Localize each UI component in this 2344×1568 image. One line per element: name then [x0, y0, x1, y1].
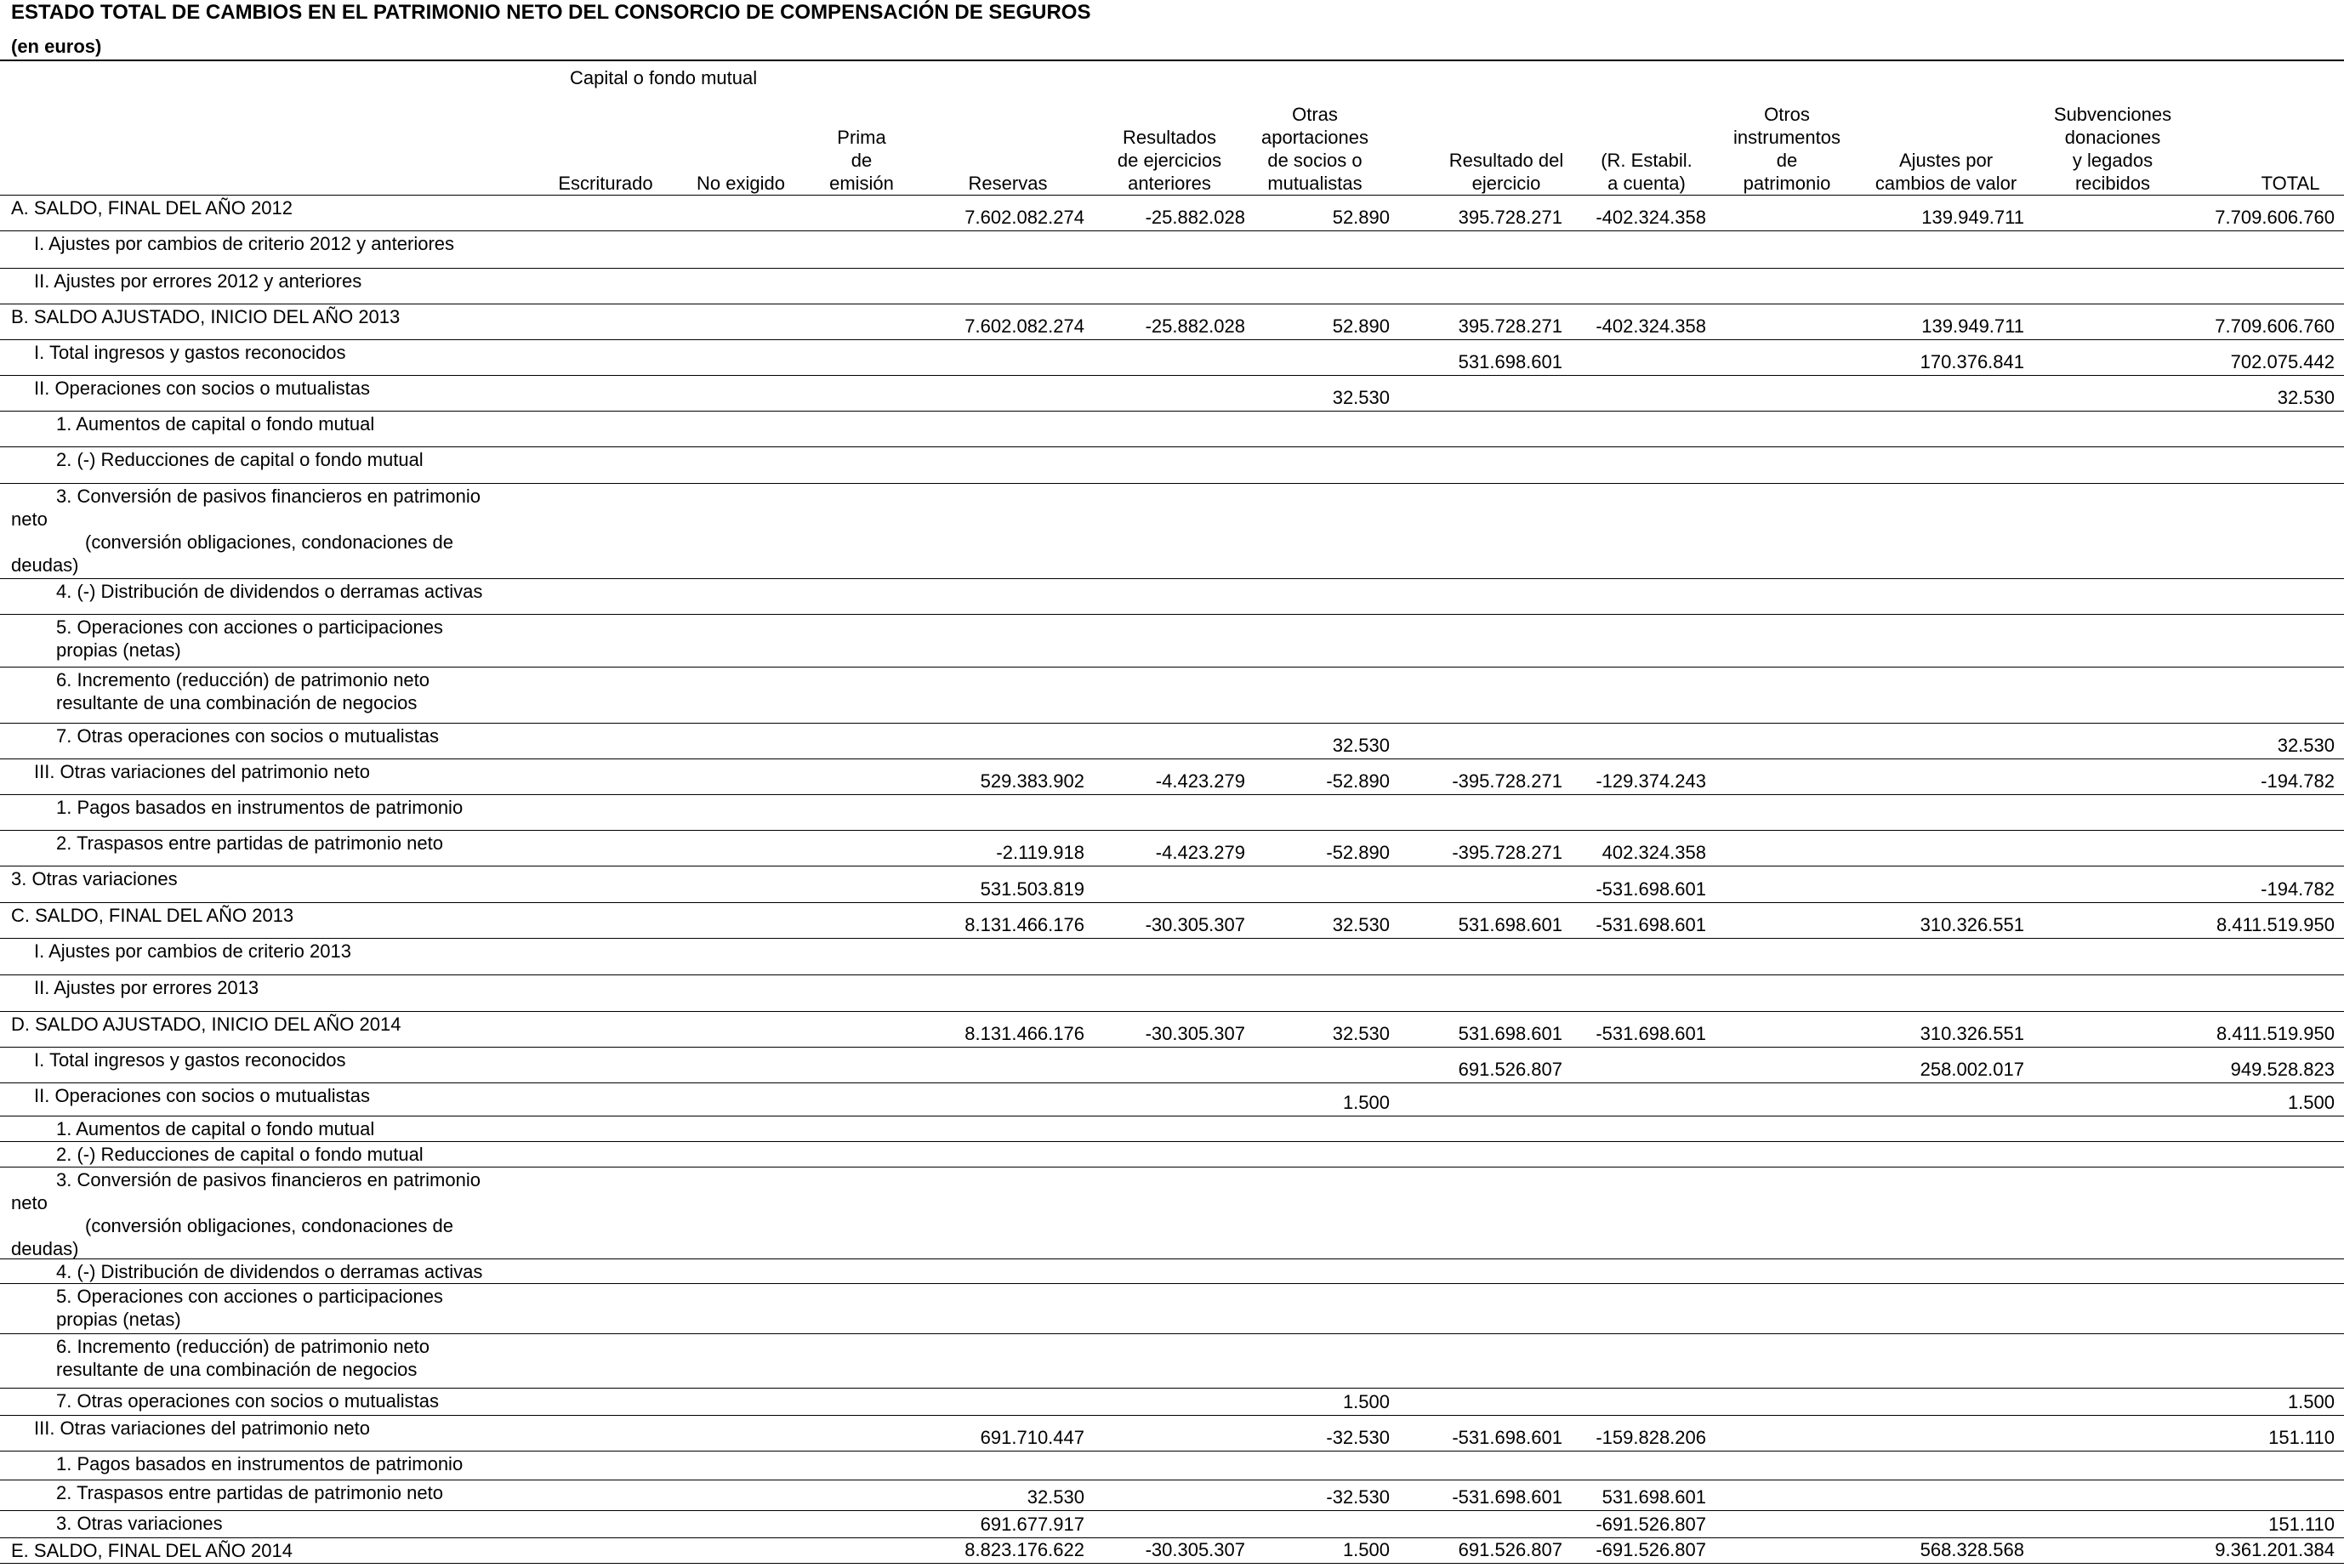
row-divider: [0, 195, 2344, 196]
row-label-continuation: deudas): [11, 1238, 79, 1259]
cell-reservas: 8.131.466.176: [964, 914, 1084, 935]
row-label: 3. Conversión de pasivos financieros en patrimonio: [56, 1169, 481, 1190]
row-divider: [0, 974, 2344, 975]
row-divider: [0, 1451, 2344, 1452]
row-label: II. Operaciones con socios o mutualistas: [34, 1085, 370, 1106]
cell-res-ant: -25.882.028: [1145, 207, 1245, 228]
row-label-continuation: neto: [11, 508, 48, 530]
row-divider: [0, 268, 2344, 269]
cell-total: 949.528.823: [2230, 1059, 2335, 1080]
row-label: 6. Incremento (reducción) de patrimonio neto resultante de una combinación de negocios: [56, 669, 430, 713]
cell-otras-aport: -32.530: [1326, 1427, 1390, 1448]
cell-res-ej: -395.728.271: [1452, 770, 1562, 792]
cell-r-estabil: -129.374.243: [1596, 770, 1706, 792]
header-top-rule: [0, 60, 2344, 61]
column-header: Ajustes por cambios de valor: [1875, 150, 2017, 194]
cell-res-ant: -25.882.028: [1145, 315, 1245, 337]
cell-ajustes: 568.328.568: [1920, 1539, 2024, 1560]
column-header: No exigido: [697, 173, 785, 194]
cell-total: -194.782: [2261, 770, 2335, 792]
cell-r-estabil: -402.324.358: [1596, 315, 1706, 337]
column-header: Otras aportaciones de socios o mutualistas: [1261, 104, 1368, 194]
row-label: I. Ajustes por cambios de criterio 2013: [34, 940, 351, 962]
cell-res-ant: -4.423.279: [1155, 770, 1245, 792]
column-header: Otros instrumentos de patrimonio: [1733, 104, 1840, 194]
report-subtitle: (en euros): [11, 36, 102, 57]
row-divider: [0, 1415, 2344, 1416]
row-label: 2. (-) Reducciones de capital o fondo mutual: [56, 1144, 424, 1165]
row-divider: [0, 794, 2344, 795]
row-divider: [0, 1047, 2344, 1048]
row-label-continuation: neto: [11, 1192, 48, 1213]
row-label: I. Total ingresos y gastos reconocidos: [34, 1049, 346, 1071]
cell-reservas: 8.823.176.622: [964, 1539, 1084, 1560]
cell-r-estabil: -691.526.807: [1596, 1514, 1706, 1535]
cell-reservas: 32.530: [1027, 1486, 1084, 1508]
row-label: A. SALDO, FINAL DEL AÑO 2012: [11, 197, 293, 219]
cell-total: 8.411.519.950: [2216, 914, 2335, 935]
cell-total: 32.530: [2277, 387, 2335, 408]
row-divider: [0, 483, 2344, 484]
row-label: 3. Otras variaciones: [11, 868, 178, 889]
cell-total: 8.411.519.950: [2216, 1023, 2335, 1044]
row-divider: [0, 1258, 2344, 1259]
row-label: 2. (-) Reducciones de capital o fondo mutual: [56, 449, 424, 470]
row-label: III. Otras variaciones del patrimonio neto: [34, 1417, 370, 1439]
cell-total: 7.709.606.760: [2215, 207, 2335, 228]
cell-otras-aport: 32.530: [1332, 914, 1390, 935]
cell-res-ej: -531.698.601: [1452, 1427, 1562, 1448]
cell-otras-aport: -52.890: [1326, 842, 1390, 863]
cell-total: 151.110: [2268, 1514, 2335, 1535]
cell-res-ej: -531.698.601: [1452, 1486, 1562, 1508]
row-label: 5. Operaciones con acciones o participaciones propias (netas): [56, 1286, 443, 1330]
cell-reservas: 691.710.447: [980, 1427, 1084, 1448]
row-divider: [0, 578, 2344, 579]
cell-total: 1.500: [2287, 1092, 2335, 1113]
cell-otras-aport: 1.500: [1342, 1092, 1390, 1113]
row-label: B. SALDO AJUSTADO, INICIO DEL AÑO 2013: [11, 306, 401, 327]
cell-ajustes: 170.376.841: [1920, 351, 2024, 372]
table-bottom-rule: [0, 1563, 2344, 1564]
cell-reservas: 529.383.902: [980, 770, 1084, 792]
cell-otras-aport: 52.890: [1332, 207, 1390, 228]
column-header: Resultado del ejercicio: [1448, 150, 1564, 194]
cell-res-ej: 531.698.601: [1458, 351, 1562, 372]
row-divider: [0, 1283, 2344, 1284]
cell-total: -194.782: [2261, 878, 2335, 900]
column-header: TOTAL: [2261, 173, 2320, 194]
row-label: 1. Aumentos de capital o fondo mutual: [56, 1118, 375, 1139]
cell-r-estabil: -691.526.807: [1596, 1539, 1706, 1560]
row-divider: [0, 758, 2344, 759]
row-divider: [0, 1333, 2344, 1334]
row-label: 4. (-) Distribución de dividendos o derramas activas: [56, 581, 483, 602]
row-divider: [0, 411, 2344, 412]
cell-r-estabil: -531.698.601: [1596, 914, 1706, 935]
cell-r-estabil: -531.698.601: [1596, 1023, 1706, 1044]
cell-res-ej: 395.728.271: [1458, 315, 1562, 337]
cell-reservas: 691.677.917: [980, 1514, 1084, 1535]
row-label: 2. Traspasos entre partidas de patrimonio neto: [56, 1482, 443, 1503]
cell-total: 7.709.606.760: [2215, 315, 2335, 337]
cell-total: 1.500: [2287, 1391, 2335, 1412]
cell-res-ant: -30.305.307: [1145, 914, 1245, 935]
cell-otras-aport: 32.530: [1332, 387, 1390, 408]
cell-otras-aport: -32.530: [1326, 1486, 1390, 1508]
cell-res-ej: 531.698.601: [1458, 914, 1562, 935]
cell-r-estabil: 531.698.601: [1602, 1486, 1706, 1508]
cell-otras-aport: 52.890: [1332, 315, 1390, 337]
row-label: 5. Operaciones con acciones o participaciones propias (netas): [56, 616, 443, 661]
cell-ajustes: 139.949.711: [1921, 207, 2024, 228]
cell-res-ant: -4.423.279: [1155, 842, 1245, 863]
cell-reservas: 8.131.466.176: [964, 1023, 1084, 1044]
row-divider: [0, 339, 2344, 340]
row-divider: [0, 938, 2344, 939]
row-divider: [0, 375, 2344, 376]
row-label: II. Operaciones con socios o mutualistas: [34, 378, 370, 399]
cell-otras-aport: 1.500: [1342, 1539, 1390, 1560]
row-label: 3. Conversión de pasivos financieros en patrimonio: [56, 486, 481, 507]
column-header: Subvenciones donaciones y legados recibidos: [2053, 104, 2172, 194]
cell-res-ej: 691.526.807: [1458, 1539, 1562, 1560]
cell-otras-aport: 32.530: [1332, 735, 1390, 756]
cell-r-estabil: -531.698.601: [1596, 878, 1706, 900]
cell-reservas: 7.602.082.274: [964, 207, 1084, 228]
cell-res-ant: -30.305.307: [1145, 1023, 1245, 1044]
row-label-continuation: deudas): [11, 554, 79, 576]
row-divider: [0, 446, 2344, 447]
cell-total: 151.110: [2268, 1427, 2335, 1448]
row-divider: [0, 667, 2344, 668]
row-divider: [0, 830, 2344, 831]
row-label: 1. Pagos basados en instrumentos de patrimonio: [56, 797, 464, 818]
row-divider: [0, 230, 2344, 231]
row-divider: [0, 1011, 2344, 1012]
column-header: Prima de emisión: [829, 127, 894, 194]
row-label-continuation: (conversión obligaciones, condonaciones de: [85, 1215, 453, 1236]
cell-total: 9.361.201.384: [2215, 1539, 2335, 1560]
cell-ajustes: 310.326.551: [1920, 914, 2024, 935]
column-header: Resultados de ejercicios anteriores: [1117, 127, 1222, 194]
report-title: ESTADO TOTAL DE CAMBIOS EN EL PATRIMONIO NETO DEL CONSORCIO DE COMPENSACIÓN DE SEGUROS: [11, 1, 1091, 24]
cell-res-ej: 531.698.601: [1458, 1023, 1562, 1044]
cell-total: 32.530: [2277, 735, 2335, 756]
row-label: III. Otras variaciones del patrimonio neto: [34, 761, 370, 782]
row-divider: [0, 1388, 2344, 1389]
row-label: II. Ajustes por errores 2012 y anteriores: [34, 270, 362, 292]
cell-reservas: 531.503.819: [980, 878, 1084, 900]
row-label: 3. Otras variaciones: [56, 1513, 223, 1534]
row-label: 6. Incremento (reducción) de patrimonio neto resultante de una combinación de negocios: [56, 1336, 430, 1380]
row-label: E. SALDO, FINAL DEL AÑO 2014: [11, 1540, 293, 1561]
row-divider: [0, 902, 2344, 903]
row-label: 7. Otras operaciones con socios o mutualistas: [56, 1390, 440, 1412]
cell-reservas: -2.119.918: [996, 842, 1084, 863]
row-label: 1. Pagos basados en instrumentos de patrimonio: [56, 1453, 464, 1474]
row-divider: [0, 1082, 2344, 1083]
cell-otras-aport: 32.530: [1332, 1023, 1390, 1044]
row-label: D. SALDO AJUSTADO, INICIO DEL AÑO 2014: [11, 1014, 401, 1035]
row-label: C. SALDO, FINAL DEL AÑO 2013: [11, 905, 294, 926]
cell-total: 702.075.442: [2230, 351, 2335, 372]
row-label: 2. Traspasos entre partidas de patrimonio neto: [56, 832, 443, 854]
cell-otras-aport: 1.500: [1342, 1391, 1390, 1412]
row-divider: [0, 1141, 2344, 1142]
row-divider: [0, 614, 2344, 615]
cell-otras-aport: -52.890: [1326, 770, 1390, 792]
row-label: I. Total ingresos y gastos reconocidos: [34, 342, 346, 363]
cell-r-estabil: -402.324.358: [1596, 207, 1706, 228]
cell-res-ej: 395.728.271: [1458, 207, 1562, 228]
cell-ajustes: 139.949.711: [1921, 315, 2024, 337]
column-header: Reservas: [968, 173, 1048, 194]
cell-res-ant: -30.305.307: [1145, 1539, 1245, 1560]
cell-ajustes: 258.002.017: [1920, 1059, 2024, 1080]
column-header: (R. Estabil. a cuenta): [1601, 150, 1693, 194]
row-label: 1. Aumentos de capital o fondo mutual: [56, 413, 375, 435]
cell-res-ej: 691.526.807: [1458, 1059, 1562, 1080]
row-divider: [0, 1510, 2344, 1511]
row-label-continuation: (conversión obligaciones, condonaciones de: [85, 531, 453, 553]
column-header: Escriturado: [558, 173, 653, 194]
row-label: 7. Otras operaciones con socios o mutualistas: [56, 725, 440, 747]
cell-res-ej: -395.728.271: [1452, 842, 1562, 863]
cell-r-estabil: 402.324.358: [1602, 842, 1706, 863]
row-label: II. Ajustes por errores 2013: [34, 977, 259, 998]
group-header-capital: Capital o fondo mutual: [570, 67, 758, 88]
row-label: 4. (-) Distribución de dividendos o derramas activas: [56, 1261, 483, 1282]
cell-reservas: 7.602.082.274: [964, 315, 1084, 337]
cell-r-estabil: -159.828.206: [1596, 1427, 1706, 1448]
cell-ajustes: 310.326.551: [1920, 1023, 2024, 1044]
row-divider: [0, 723, 2344, 724]
row-label: I. Ajustes por cambios de criterio 2012 y anteriores: [34, 233, 455, 254]
